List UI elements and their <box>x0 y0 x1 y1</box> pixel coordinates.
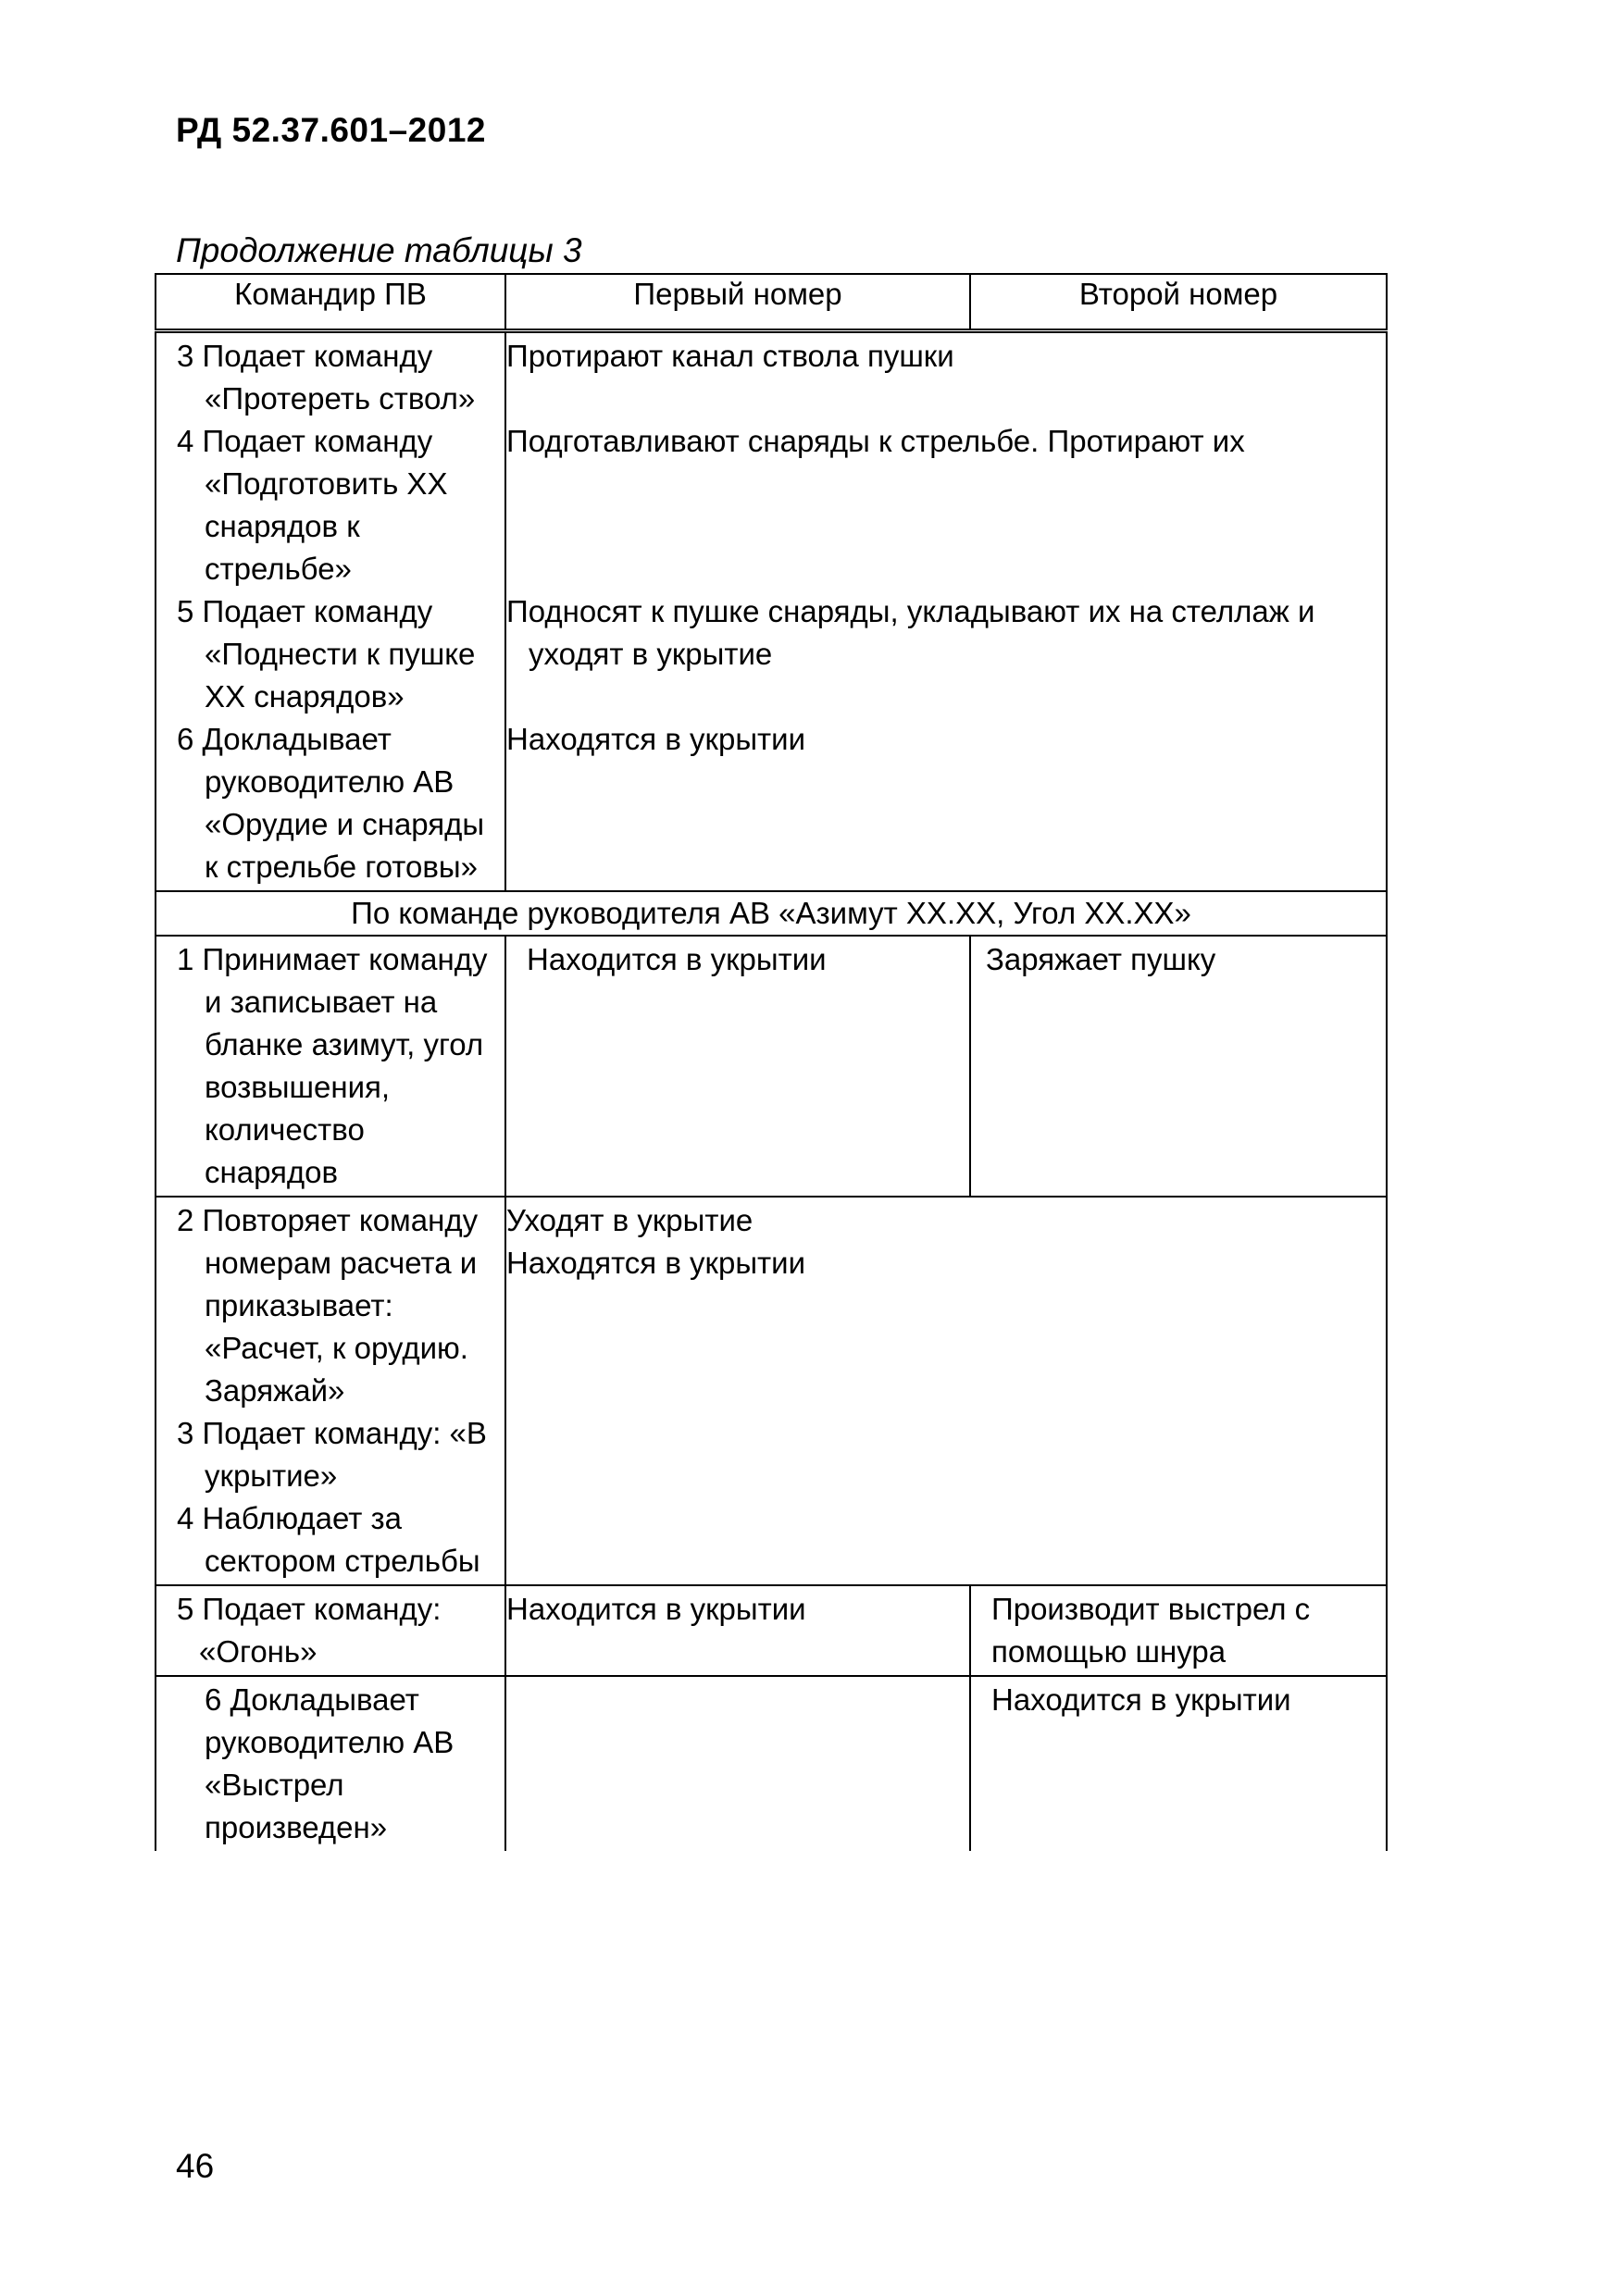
column-header-commander: Командир ПВ <box>156 274 505 331</box>
second-number-cell: Производит выстрел с помощью шнура <box>970 1585 1387 1676</box>
table-row <box>156 331 1387 892</box>
section-heading: По команде руководителя АВ «Азимут ХХ.ХХ, Угол ХХ.ХХ» <box>156 891 1387 936</box>
commander-step: 6 Докладывает руководителю АВ «Орудие и снаряды к стрельбе готовы» <box>177 722 485 884</box>
section-heading-row <box>156 891 1387 936</box>
commander-cell <box>156 1585 505 1676</box>
document-code: РД 52.37.601–2012 <box>176 111 486 149</box>
table-row <box>156 936 1387 1197</box>
table-row <box>156 1197 1387 1585</box>
commander-step: 4 Наблюдает за сектором стрельбы <box>177 1501 480 1578</box>
crew-cell <box>505 331 1387 892</box>
crew-action: Подносят к пушке снаряды, укладывают их на стеллаж и уходят в укрытие <box>506 594 1315 671</box>
commander-step: 2 Повторяет команду номерам расчета и приказывает: «Расчет, к орудию. Заряжай» <box>177 1203 479 1408</box>
commander-step: 3 Подает команду: «В укрытие» <box>177 1416 487 1493</box>
column-header-second-number: Второй номер <box>970 274 1387 331</box>
crew-action: Подготавливают снаряды к стрельбе. Протирают их <box>506 424 1245 458</box>
table-continuation-caption: Продолжение таблицы 3 <box>176 231 582 269</box>
table-header-row <box>156 274 1387 331</box>
crew-action: Протирают канал ствола пушки <box>506 339 954 373</box>
commander-cell <box>156 936 505 1197</box>
second-number-cell: Находится в укрытии <box>970 1676 1387 1851</box>
page-number: 46 <box>176 2147 215 2185</box>
table-row <box>156 1676 1387 1851</box>
first-number-cell: Находится в укрытии <box>505 1585 970 1676</box>
commander-cell <box>156 1197 505 1585</box>
commander-step: 5 Подает команду: «Огонь» <box>177 1592 442 1669</box>
table-row <box>156 1585 1387 1676</box>
commander-cell <box>156 1676 505 1851</box>
commander-step: 4 Подает команду «Подготовить ХХ снарядов к стрельбе» <box>177 424 448 586</box>
first-number-cell <box>505 1676 970 1851</box>
first-number-cell: Находится в укрытии <box>505 936 970 1197</box>
column-header-first-number: Первый номер <box>505 274 970 331</box>
crew-cell <box>505 1197 1387 1585</box>
commander-step: 5 Подает команду «Поднести к пушке ХХ снарядов» <box>177 594 476 714</box>
commander-step: 3 Подает команду «Протереть ствол» <box>177 339 476 416</box>
crew-action: Уходят в укрытие <box>506 1203 753 1237</box>
second-number-cell: Заряжает пушку <box>970 936 1387 1197</box>
commander-step: 1 Принимает команду и записывает на бланке азимут, угол возвышения, количество снарядов <box>177 942 488 1189</box>
crew-action: Находятся в укрытии <box>506 722 806 756</box>
commander-step: 6 Докладывает руководителю АВ «Выстрел произведен» <box>205 1682 455 1844</box>
crew-action: Находятся в укрытии <box>506 1246 806 1280</box>
commander-cell <box>156 331 505 892</box>
procedure-table <box>155 273 1388 1851</box>
